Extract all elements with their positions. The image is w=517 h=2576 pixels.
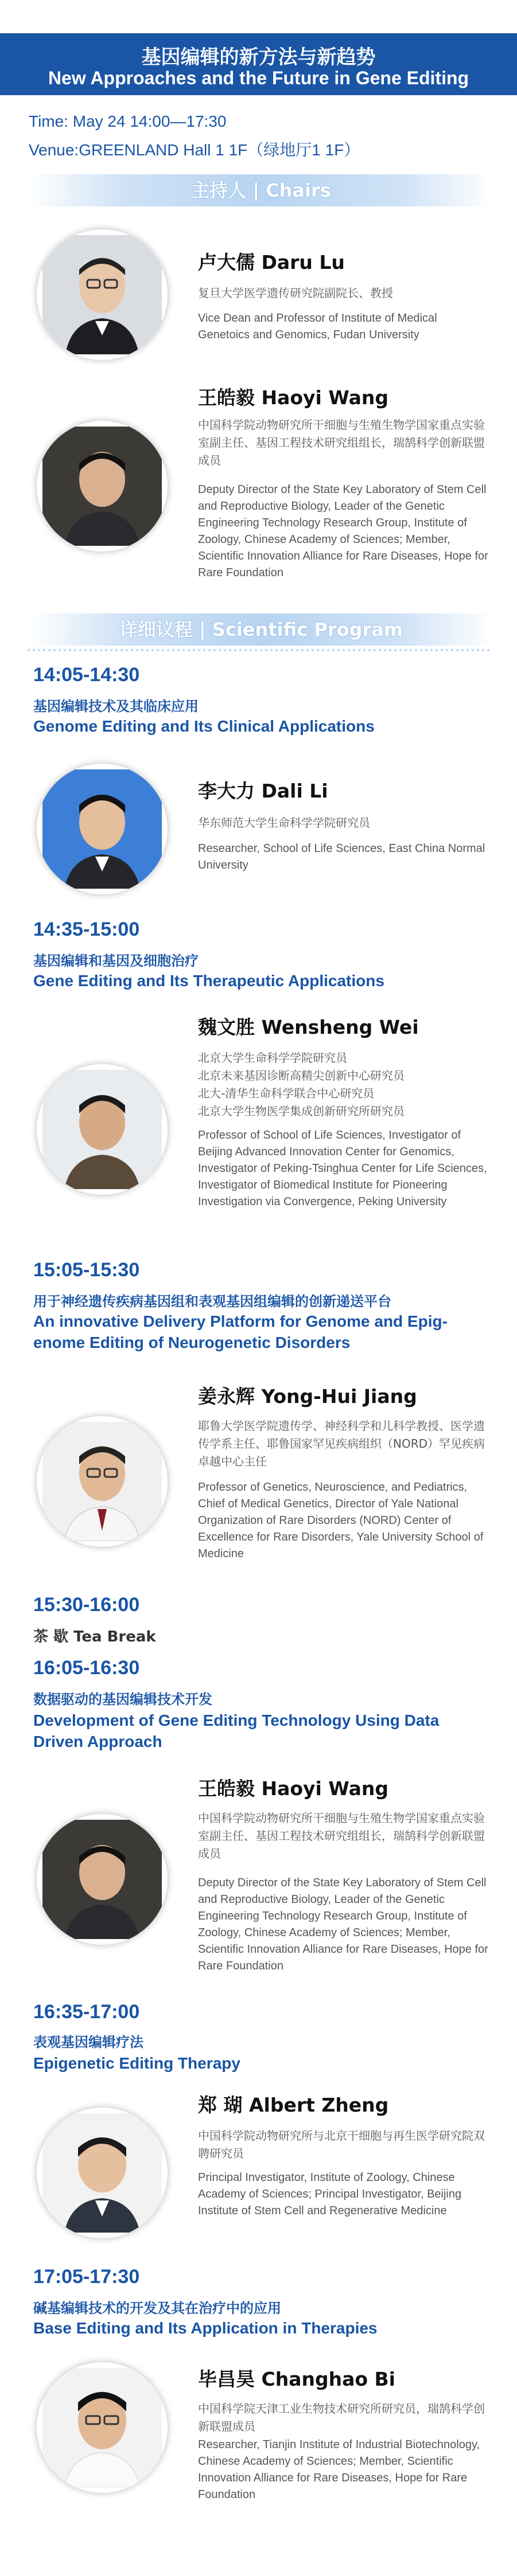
- session-title-zh: 数据驱动的基因编辑技术开发: [33, 1691, 212, 1707]
- divider-dot: [477, 649, 479, 651]
- divider-dot: [131, 649, 133, 651]
- section-program-label: 详细议程 | Scientific Program: [119, 619, 403, 640]
- chair-bio-en: Deputy Director of the State Key Laboratory of Stem Cell and Reproductive Biology, Leader of the Genetic Engineering Technology Research Group, Institute of Zoology, Chinese Academy of Sciences; Member, Scientific Innovation Alliance for Rare Diseases, Hope for Rare Foundation: [198, 483, 488, 579]
- speaker-bio-zh: 中国科学院动物研究所干细胞与生殖生物学国家重点实验室副主任、基因工程技术研究组组长，瑞鹄科学创新联盟成员: [198, 1811, 485, 1860]
- speaker-bio-zh: 中国科学院天津工业生物技术研究所研究员，瑞鹄科学创新联盟成员: [198, 2402, 485, 2433]
- title-banner: [0, 33, 517, 95]
- avatar: [37, 1064, 168, 1195]
- section-chairs-label: 主持人 | Chairs: [191, 179, 331, 201]
- divider-dot: [301, 649, 304, 651]
- session-title-en: An innovative Delivery Platform for Genome and Epig-enome Editing of Neurogenetic Disorders: [33, 1312, 448, 1351]
- speaker-name: 李大力 Dali Li: [198, 780, 328, 802]
- divider-dot: [182, 649, 185, 651]
- divider-dot: [188, 649, 190, 651]
- session-time-slot: 16:35-17:00: [33, 2001, 140, 2023]
- chair-bio-zh: 复旦大学医学遗传研究院副院长、教授: [198, 286, 393, 300]
- divider-dot: [405, 649, 407, 651]
- page-title-zh: 基因编辑的新方法与新趋势: [141, 46, 376, 69]
- divider-dot: [84, 649, 87, 651]
- divider-dot: [53, 649, 56, 651]
- divider-dot: [177, 649, 180, 651]
- divider-dot: [358, 649, 360, 651]
- divider-dot: [436, 649, 438, 651]
- divider-dot: [374, 649, 376, 651]
- divider-dot: [332, 649, 335, 651]
- divider-dot: [172, 649, 174, 651]
- session-title-en: Development of Gene Editing Technology Using Data Driven Approach: [33, 1711, 440, 1750]
- speaker-bio-zh: 耶鲁大学医学院遗传学、神经科学和儿科学教授、医学遗传学系主任、耶鲁国家罕见疾病组织（NORD）罕见疾病卓越中心主任: [198, 1419, 485, 1468]
- divider-dot: [487, 649, 489, 651]
- avatar: [37, 764, 168, 894]
- divider-dot: [90, 649, 92, 651]
- speaker-name: 毕昌昊 Changhao Bi: [198, 2368, 395, 2390]
- divider-dot: [64, 649, 66, 651]
- session-time: Time: May 24 14:00—17:30: [29, 112, 227, 130]
- divider-dot: [48, 649, 50, 651]
- divider-dot: [384, 649, 386, 651]
- divider-dot: [389, 649, 391, 651]
- avatar: [37, 1814, 168, 1945]
- divider-dot: [482, 649, 484, 651]
- divider-dot: [441, 649, 443, 651]
- divider-dot: [59, 649, 61, 651]
- speaker-bio-zh: 北京大学生命科学学院研究员 北京未来基因诊断高精尖创新中心研究员 北大-清华生命科学联合中心研究员 北京大学生物医学集成创新研究所研究员: [198, 1051, 405, 1118]
- divider-dot: [126, 649, 128, 651]
- divider-dot: [363, 649, 366, 651]
- divider-dot: [270, 649, 273, 651]
- session-title-zh: 基因编辑技术及其临床应用: [33, 698, 199, 714]
- divider-dot: [337, 649, 340, 651]
- speaker-bio-en: Professor of Genetics, Neuroscience, and Pediatrics, Chief of Medical Genetics, Director of Yale National Organization of Rare Disorders (NORD) Center of Excellence for Rare Disorders, Yale University School of Medicine: [198, 1481, 484, 1560]
- avatar: [37, 1416, 168, 1547]
- avatar: [37, 2362, 168, 2493]
- divider-dot: [151, 649, 154, 651]
- chair-bio-en: Vice Dean and Professor of Institute of Medical Genetoics and Genomics, Fudan University: [198, 312, 437, 341]
- session-title-en: Epigenetic Editing Therapy: [33, 2054, 240, 2072]
- divider-dot: [100, 649, 102, 651]
- divider-dot: [110, 649, 112, 651]
- page-title-en: New Approaches and the Future in Gene Editing: [48, 68, 469, 88]
- speaker-name: 郑 瑚 Albert Zheng: [198, 2094, 389, 2116]
- speaker-bio-en: Researcher, School of Life Sciences, East China Normal University: [198, 842, 485, 871]
- divider-dot: [430, 649, 433, 651]
- speaker-bio-zh: 中国科学院动物研究所与北京干细胞与再生医学研究院双聘研究员: [198, 2129, 485, 2160]
- divider-dot: [198, 649, 200, 651]
- divider-dot: [234, 649, 236, 651]
- session-title-en: Base Editing and Its Application in Therapies: [33, 2319, 378, 2337]
- divider-dot: [162, 649, 164, 651]
- divider-dot: [250, 649, 252, 651]
- divider-dot: [451, 649, 453, 651]
- divider-dot: [446, 649, 448, 651]
- divider-dot: [327, 649, 329, 651]
- divider-dot: [312, 649, 314, 651]
- divider-dot: [213, 649, 216, 651]
- divider-dot: [95, 649, 97, 651]
- speaker-bio-en: Principal Investigator, Institute of Zoology, Chinese Academy of Sciences; Principal Investigator, Beijing Institute of Stem Cell and Regenerative Medicine: [198, 2171, 462, 2217]
- divider-dot: [415, 649, 417, 651]
- divider-dot: [38, 649, 40, 651]
- divider-dot: [420, 649, 422, 651]
- speaker-bio-en: Researcher, Tianjin Institute of Industrial Biotechnology, Chinese Academy of Sciences; Member, Scientific Innovation Alliance for Rare Diseases, Hope for Rare Foundation: [198, 2438, 480, 2501]
- divider-dot: [239, 649, 242, 651]
- divider-dot: [265, 649, 267, 651]
- divider-dot: [343, 649, 345, 651]
- divider-dot: [136, 649, 138, 651]
- session-title-zh: 碱基编辑技术的开发及其在治疗中的应用: [33, 2300, 281, 2316]
- divider-dot: [425, 649, 427, 651]
- divider-dot: [379, 649, 381, 651]
- divider-dot: [317, 649, 319, 651]
- divider-dot: [291, 649, 293, 651]
- session-title-zh: 基因编辑和基因及细胞治疗: [33, 953, 199, 969]
- speaker-name: 魏文胜 Wensheng Wei: [198, 1016, 419, 1038]
- divider-dot: [281, 649, 283, 651]
- divider-dot: [296, 649, 298, 651]
- divider-dot: [286, 649, 288, 651]
- avatar: [37, 229, 168, 360]
- divider-dot: [219, 649, 221, 651]
- divider-dot: [193, 649, 195, 651]
- divider-dot: [461, 649, 464, 651]
- divider-dot: [467, 649, 469, 651]
- divider-dot: [410, 649, 412, 651]
- divider-dot: [244, 649, 247, 651]
- divider-dot: [33, 649, 35, 651]
- section-chairs: [29, 174, 493, 206]
- divider-dot: [224, 649, 226, 651]
- speaker-name: 王皓毅 Haoyi Wang: [198, 1777, 388, 1800]
- avatar: [37, 421, 168, 552]
- divider-dot: [322, 649, 324, 651]
- divider-dot: [115, 649, 118, 651]
- divider-dot: [120, 649, 123, 651]
- divider-dot: [208, 649, 211, 651]
- divider-dot: [146, 649, 149, 651]
- speaker-bio-en: Deputy Director of the State Key Laboratory of Stem Cell and Reproductive Biology, Leader of the Genetic Engineering Technology Research Group, Institute of Zoology, Chinese Academy of Sciences; Member, Scientific Innovation Alliance for Rare Diseases, Hope for Rare Foundation: [198, 1877, 488, 1972]
- divider-dot: [456, 649, 458, 651]
- divider-dot: [69, 649, 71, 651]
- divider-dot: [105, 649, 107, 651]
- divider-dot: [394, 649, 397, 651]
- divider-dot: [43, 649, 45, 651]
- tea-break-label: 茶 歇 Tea Break: [33, 1628, 156, 1645]
- session-title-en: Gene Editing and Its Therapeutic Applications: [33, 972, 384, 990]
- divider-dot: [472, 649, 474, 651]
- divider-dot: [255, 649, 257, 651]
- divider-dot: [141, 649, 143, 651]
- session-title-zh: 表观基因编辑疗法: [33, 2034, 143, 2050]
- divider-dot: [167, 649, 169, 651]
- chair-name: 王皓毅 Haoyi Wang: [198, 386, 388, 409]
- divider-dot: [28, 649, 30, 651]
- session-venue: Venue:GREENLAND Hall 1 1F（绿地厅1 1F）: [29, 141, 360, 159]
- divider-dot: [348, 649, 350, 651]
- session-title-zh: 用于神经遗传疾病基因组和表观基因组编辑的创新递送平台: [33, 1293, 391, 1310]
- divider-dot: [368, 649, 371, 651]
- divider-dot: [306, 649, 309, 651]
- divider-dot: [275, 649, 278, 651]
- speaker-bio-en: Professor of School of Life Sciences, Investigator of Beijing Advanced Innovation Center for Genomics, Investigator of Peking-Tsinghua Center for Life Sciences, Investigator of Biomedical Institute for Pioneering Investigation via Convergence, Peking University: [198, 1129, 487, 1208]
- divider-dot: [74, 649, 76, 651]
- session-time-slot: 17:05-17:30: [33, 2266, 140, 2288]
- speaker-bio-zh: 华东师范大学生命科学学院研究员: [198, 816, 370, 830]
- session-time-slot: 14:05-14:30: [33, 664, 140, 686]
- session-title-en: Genome Editing and Its Clinical Applications: [33, 717, 375, 735]
- session-time-slot: 15:05-15:30: [33, 1259, 140, 1281]
- divider-dot: [203, 649, 205, 651]
- divider-dot: [353, 649, 355, 651]
- chair-bio-zh: 中国科学院动物研究所干细胞与生殖生物学国家重点实验室副主任、基因工程技术研究组组长，瑞鹄科学创新联盟成员: [198, 418, 485, 467]
- avatar: [37, 2108, 168, 2238]
- break-time-slot: 15:30-16:00: [33, 1594, 140, 1616]
- section-program: [29, 613, 493, 646]
- divider-dot: [79, 649, 81, 651]
- session-time-slot: 14:35-15:00: [33, 918, 140, 940]
- speaker-name: 姜永辉 Yong-Hui Jiang: [198, 1385, 417, 1408]
- divider-dot: [157, 649, 159, 651]
- chair-name: 卢大儒 Daru Lu: [198, 251, 345, 273]
- session-time-slot: 16:05-16:30: [33, 1657, 140, 1679]
- divider-dot: [260, 649, 262, 651]
- dot-divider: [0, 647, 517, 654]
- divider-dot: [229, 649, 231, 651]
- divider-dot: [399, 649, 402, 651]
